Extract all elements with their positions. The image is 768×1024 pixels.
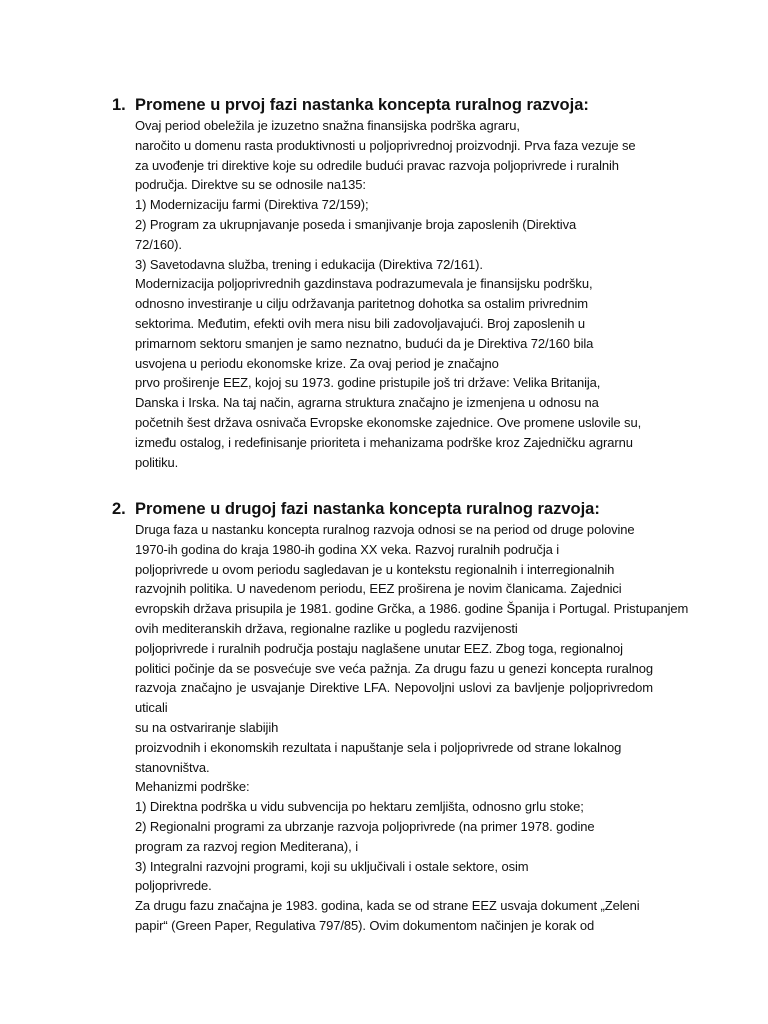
- text-line: Danska i Irska. Na taj način, agrarna struktura značajno je izmenjena u odnosu na: [135, 395, 599, 411]
- section-1: [112, 94, 672, 472]
- section-body: [112, 116, 672, 472]
- text-line: razvoja značajno je usvajanje Direktive LFA. Nepovoljni uslovi za bavljenje poljoprivredom uticali: [135, 680, 653, 716]
- text-line: početnih šest država osnivača Evropske ekonomske zajednice. Ove promene uslovile su,: [135, 414, 642, 430]
- section-heading: [112, 498, 672, 520]
- text-line: razvojnih politika. U navedenom periodu, EEZ proširena je novim članicama. Zajednici: [135, 581, 622, 597]
- text-line: 72/160).: [135, 236, 182, 252]
- text-line: Za drugu fazu značajna je 1983. godina, kada se od strane EEZ usvaja dokument „Zeleni: [135, 898, 640, 914]
- text-line: 1970-ih godina do kraja 1980-ih godina XX veka. Razvoj ruralnih područja i: [135, 541, 560, 557]
- text-line: Ovaj period obeležila je izuzetno snažna finansijska podrška agraru,: [135, 118, 520, 133]
- text-line: 1) Direktna podrška u vidu subvencija po hektaru zemljišta, odnosno grlu stoke;: [135, 799, 584, 815]
- text-line: program za razvoj region Mediterana), i: [135, 838, 358, 854]
- section-title: Promene u drugoj fazi nastanka koncepta ruralnog razvoja:: [135, 500, 600, 518]
- text-line: Druga faza u nastanku koncepta ruralnog razvoja odnosi se na period od druge polovine: [135, 522, 635, 537]
- text-line: Mehanizmi podrške:: [135, 779, 250, 795]
- text-line: naročito u domenu rasta produktivnosti u poljoprivrednoj proizvodnji. Prva faza vezuje se: [135, 137, 636, 153]
- text-line: primarnom sektoru smanjen je samo neznatno, budući da je Direktiva 72/160 bila: [135, 335, 594, 351]
- section-number: 2.: [112, 500, 126, 518]
- text-line: 1) Modernizaciju farmi (Direktiva 72/159);: [135, 197, 369, 213]
- text-line: između ostalog, i redefinisanje prioriteta i mehanizama podrške kroz Zajedničku agrarnu: [135, 434, 633, 450]
- text-line: prvo proširenje EEZ, kojoj su 1973. godine pristupile još tri države: Velika Britanija,: [135, 375, 601, 391]
- text-line: 3) Savetodavna služba, trening i edukacija (Direktiva 72/161).: [135, 256, 483, 272]
- text-line: područja. Direktve su se odnosile na135:: [135, 177, 366, 193]
- section-body: [112, 520, 689, 936]
- section-2: [112, 498, 689, 936]
- text-line: 3) Integralni razvojni programi, koji su uključivali i ostale sektore, osim: [135, 858, 529, 874]
- text-line: politiku.: [135, 454, 179, 470]
- text-line: 2) Program za ukrupnjavanje poseda i smanjivanje broja zaposlenih (Direktiva: [135, 216, 577, 232]
- text-line: za uvođenje tri direktive koje su odredile budući pravac razvoja poljoprivrede i ruralnih: [135, 157, 619, 173]
- text-line: stanovništva.: [135, 759, 210, 775]
- text-line: sektorima. Međutim, efekti ovih mera nisu bili zadovoljavajući. Broj zaposlenih u: [135, 315, 585, 331]
- text-line: usvojena u periodu ekonomske krize. Za ovaj period je značajno: [135, 355, 499, 371]
- text-line: politici počinje da se posvećuje sve veća pažnja. Za drugu fazu u genezi koncepta ruralnog: [135, 660, 653, 676]
- text-line: evropskih država prisupila je 1981. godine Grčka, a 1986. godine Španija i Portugal. Pristupanjem: [135, 601, 689, 617]
- text-line: 2) Regionalni programi za ubrzanje razvoja poljoprivrede (na primer 1978. godine: [135, 818, 595, 834]
- text-line: ovih mediteranskih država, regionalne razlike u pogledu razvijenosti: [135, 620, 518, 636]
- text-line: poljoprivrede u ovom periodu sagledavan je u kontekstu regionalnih i interregionalnih: [135, 561, 615, 577]
- text-line: poljoprivrede.: [135, 878, 212, 894]
- text-line: proizvodnih i ekonomskih rezultata i napuštanje sela i poljoprivrede od strane lokalnog: [135, 739, 622, 755]
- text-line: papir“ (Green Paper, Regulativa 797/85). Ovim dokumentom načinjen je korak od: [135, 917, 595, 933]
- section-number: 1.: [112, 96, 126, 114]
- text-line: su na ostvariranje slabijih: [135, 719, 279, 735]
- text-line: Modernizacija poljoprivrednih gazdinstava podrazumevala je finansijsku podršku,: [135, 276, 593, 292]
- section-title: Promene u prvoj fazi nastanka koncepta ruralnog razvoja:: [135, 96, 589, 114]
- text-line: odnosno investiranje u cilju održavanja paritetnog dohotka sa ostalim privrednim: [135, 296, 589, 312]
- section-heading: [112, 94, 672, 116]
- text-line: poljoprivrede i ruralnih područja postaju naglašene unutar EEZ. Zbog toga, regionalnoj: [135, 640, 623, 656]
